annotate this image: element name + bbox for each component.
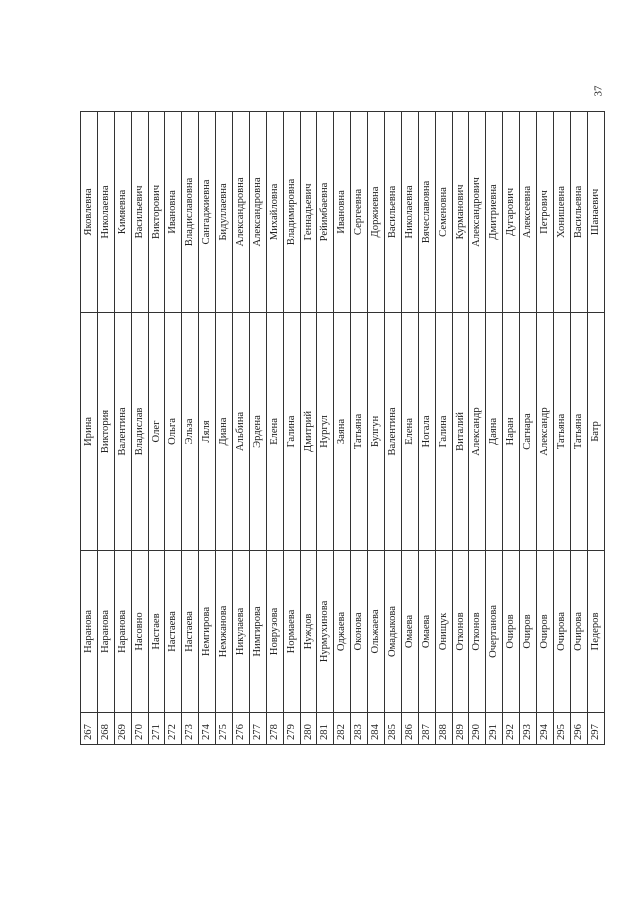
row-number: 289 [452,713,469,745]
surname-cell: Настаева [182,551,199,713]
table-row [182,112,199,745]
table-row [249,112,266,745]
table-row [587,112,604,745]
surname-cell: Онищук [435,551,452,713]
table-row [452,112,469,745]
surname-cell: Очиров [537,551,554,713]
surname-cell: Оджаева [334,551,351,713]
table-row [266,112,283,745]
patronymic-cell: Алексеевна [520,112,537,313]
surname-cell: Немгирова [199,551,216,713]
first-name-cell: Ирина [81,313,98,551]
row-number: 296 [570,713,587,745]
first-name-cell: Ольга [165,313,182,551]
row-number: 277 [249,713,266,745]
surname-cell: Очирова [553,551,570,713]
patronymic-cell: Михайловна [266,112,283,313]
row-number: 281 [317,713,334,745]
row-number: 271 [148,713,165,745]
surname-cell: Настаев [148,551,165,713]
surname-cell: Отконов [452,551,469,713]
table-row [81,112,98,745]
patronymic-cell: Васильевна [385,112,402,313]
table-row [469,112,486,745]
first-name-cell: Галина [283,313,300,551]
surname-cell: Омаева [418,551,435,713]
first-name-cell: Татьяна [553,313,570,551]
surname-cell: Очиров [503,551,520,713]
row-number: 282 [334,713,351,745]
rotated-table-frame [80,112,601,745]
patronymic-cell: Александровна [233,112,250,313]
first-name-cell: Олег [148,313,165,551]
table-row [165,112,182,745]
first-name-cell: Булгун [368,313,385,551]
row-number: 278 [266,713,283,745]
row-number: 280 [300,713,317,745]
table-row [300,112,317,745]
row-number: 285 [385,713,402,745]
table-row [503,112,520,745]
surname-cell: Нурмухинова [317,551,334,713]
patronymic-cell: Яковлевна [81,112,98,313]
first-name-cell: Татьяна [351,313,368,551]
surname-cell: Наранова [81,551,98,713]
patronymic-cell: Ивановна [334,112,351,313]
surname-cell: Наранова [97,551,114,713]
table-row [486,112,503,745]
table-row [114,112,131,745]
first-name-cell: Диана [216,313,233,551]
patronymic-cell: Викторович [148,112,165,313]
table-row [216,112,233,745]
surname-cell: Ольжаева [368,551,385,713]
surname-cell: Насовно [131,551,148,713]
table-row [537,112,554,745]
table-row [199,112,216,745]
surname-cell: Никулаева [233,551,250,713]
first-name-cell: Дмитрий [300,313,317,551]
row-number: 294 [537,713,554,745]
patronymic-cell: Бидуллаевна [216,112,233,313]
first-name-cell: Наран [503,313,520,551]
row-number: 293 [520,713,537,745]
table-row [435,112,452,745]
row-number: 295 [553,713,570,745]
surname-cell: Нимгирова [249,551,266,713]
table-row [385,112,402,745]
row-number: 283 [351,713,368,745]
first-name-cell: Валентина [114,313,131,551]
patronymic-cell: Петрович [537,112,554,313]
row-number: 297 [587,713,604,745]
first-name-cell: Александр [537,313,554,551]
patronymic-cell: Дмитриевна [486,112,503,313]
page-number: 37 [592,85,605,97]
row-number: 288 [435,713,452,745]
surname-cell: Очиров [520,551,537,713]
first-name-cell: Александр [469,313,486,551]
table-row [520,112,537,745]
patronymic-cell: Васильевич [131,112,148,313]
patronymic-cell: Николаевна [97,112,114,313]
first-name-cell: Валентина [385,313,402,551]
table-row [570,112,587,745]
table-container [80,112,601,745]
surname-cell: Нормаева [283,551,300,713]
row-number: 287 [418,713,435,745]
first-name-cell: Галина [435,313,452,551]
first-name-cell: Эрдена [249,313,266,551]
patronymic-cell: Шанаевич [587,112,604,313]
surname-cell: Нуждов [300,551,317,713]
patronymic-cell: Кимяевна [114,112,131,313]
row-number: 272 [165,713,182,745]
patronymic-cell: Вячеславовна [418,112,435,313]
patronymic-cell: Геннадьевич [300,112,317,313]
table-row [351,112,368,745]
row-number: 279 [283,713,300,745]
table-row [148,112,165,745]
table-row [97,112,114,745]
surname-cell: Немжанова [216,551,233,713]
patronymic-cell: Николаевна [401,112,418,313]
first-name-cell: Заяна [334,313,351,551]
table-row [401,112,418,745]
first-name-cell: Елена [401,313,418,551]
surname-cell: Отконов [469,551,486,713]
row-number: 275 [216,713,233,745]
row-number: 290 [469,713,486,745]
patronymic-cell: Сангаджиевна [199,112,216,313]
patronymic-cell: Владимировна [283,112,300,313]
surname-cell: Очирова [570,551,587,713]
surname-cell: Новрузова [266,551,283,713]
row-number: 269 [114,713,131,745]
surname-cell: Очертанова [486,551,503,713]
patronymic-cell: Сергеевна [351,112,368,313]
patronymic-cell: Семеновна [435,112,452,313]
patronymic-cell: Владиславовна [182,112,199,313]
row-number: 274 [199,713,216,745]
surname-cell: Наранова [114,551,131,713]
table-row [334,112,351,745]
first-name-cell: Нургул [317,313,334,551]
table-row [368,112,385,745]
surname-cell: Настаева [165,551,182,713]
row-number: 291 [486,713,503,745]
patronymic-cell: Хонишевна [553,112,570,313]
table-row [233,112,250,745]
table-row [553,112,570,745]
patronymic-cell: Александрович [469,112,486,313]
first-name-cell: Батр [587,313,604,551]
row-number: 270 [131,713,148,745]
patronymic-cell: Васильевна [570,112,587,313]
surname-cell: Педеров [587,551,604,713]
first-name-cell: Даяна [486,313,503,551]
row-number: 276 [233,713,250,745]
first-name-cell: Татьяна [570,313,587,551]
table-row [131,112,148,745]
patronymic-cell: Курманович [452,112,469,313]
first-name-cell: Ляля [199,313,216,551]
first-name-cell: Виктория [97,313,114,551]
row-number: 286 [401,713,418,745]
patronymic-cell: Ивановна [165,112,182,313]
patronymic-cell: Доржиевна [368,112,385,313]
patronymic-cell: Рейимбаевна [317,112,334,313]
patronymic-cell: Александровна [249,112,266,313]
surname-cell: Омаева [401,551,418,713]
row-number: 268 [97,713,114,745]
first-name-cell: Ногала [418,313,435,551]
first-name-cell: Елена [266,313,283,551]
patronymic-cell: Дугарович [503,112,520,313]
row-number: 292 [503,713,520,745]
table-body [81,112,605,745]
row-number: 273 [182,713,199,745]
table-row [317,112,334,745]
table-row [283,112,300,745]
names-table [80,111,605,745]
table-row [418,112,435,745]
first-name-cell: Виталий [452,313,469,551]
first-name-cell: Сагнара [520,313,537,551]
row-number: 284 [368,713,385,745]
first-name-cell: Эльза [182,313,199,551]
surname-cell: Омадыкова [385,551,402,713]
first-name-cell: Владислав [131,313,148,551]
first-name-cell: Альбина [233,313,250,551]
surname-cell: Оконова [351,551,368,713]
row-number: 267 [81,713,98,745]
